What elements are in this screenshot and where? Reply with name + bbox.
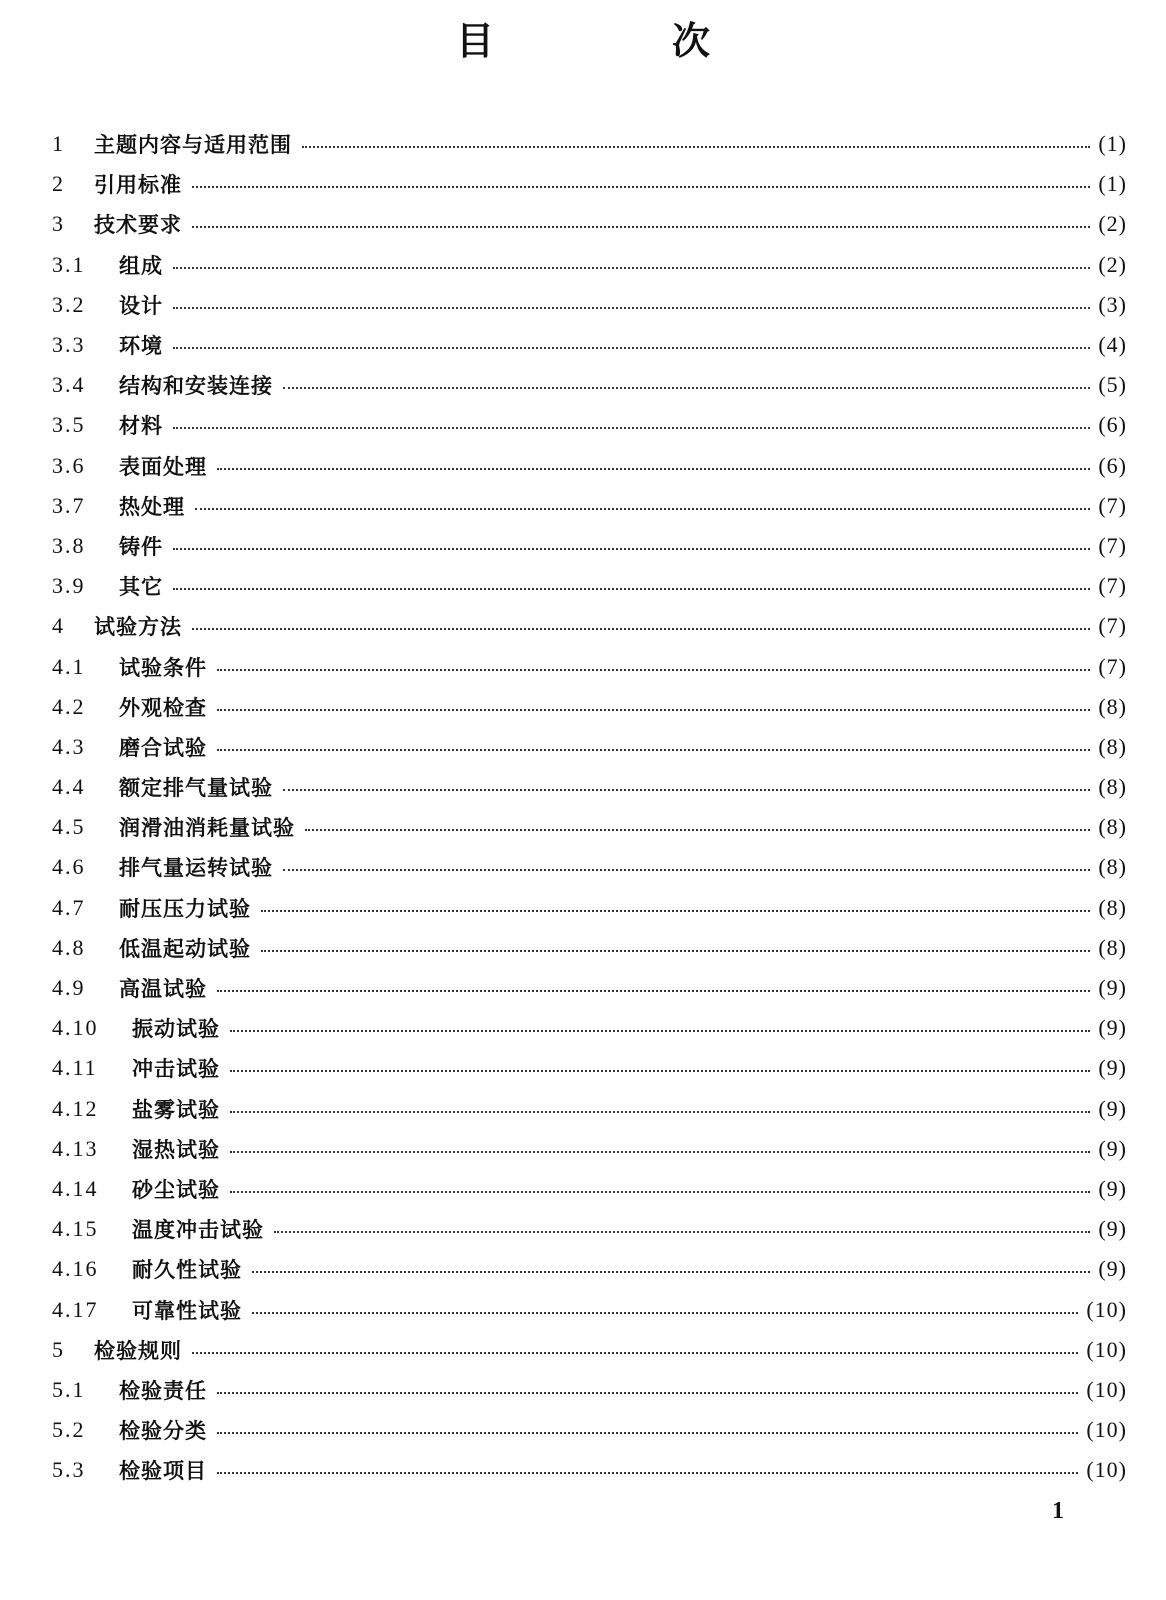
page-title: 目 次	[455, 19, 780, 63]
dot-leader	[217, 1392, 1078, 1394]
toc-entry-title: 技术要求	[94, 213, 182, 238]
toc-entry-number: 3.1	[52, 251, 86, 277]
toc-entry	[52, 1249, 1127, 1289]
toc-entry-title: 检验分类	[119, 1419, 207, 1444]
dot-leader	[283, 387, 1090, 389]
toc-entry-number: 4.7	[52, 894, 86, 920]
toc-entry	[52, 446, 1127, 486]
toc-entry	[52, 204, 1127, 244]
dot-leader	[217, 749, 1090, 751]
toc-entry	[52, 486, 1127, 526]
toc-entry-number: 4.11	[52, 1055, 98, 1081]
toc-entry	[52, 365, 1127, 405]
toc-entry-title: 检验规则	[94, 1338, 182, 1363]
toc-entry-title: 盐雾试验	[132, 1097, 220, 1122]
toc-entry-number: 3.3	[52, 332, 86, 358]
toc-entry	[52, 646, 1127, 686]
toc-entry-page: (10)	[1086, 1336, 1127, 1362]
toc-entry	[52, 727, 1127, 767]
toc-entry-page: (9)	[1098, 1175, 1127, 1201]
toc-entry	[52, 606, 1127, 646]
toc-entry-title: 外观检查	[119, 695, 207, 720]
toc-entry-number: 4.17	[52, 1296, 99, 1322]
dot-leader	[173, 548, 1090, 550]
toc-entry-number: 4.5	[52, 814, 86, 840]
toc-entry	[52, 687, 1127, 727]
toc-entry-page: (10)	[1086, 1417, 1127, 1443]
toc-entry-title: 耐压压力试验	[119, 896, 251, 921]
toc-entry-page: (4)	[1098, 332, 1127, 358]
toc-entry-number: 3.8	[52, 532, 86, 558]
toc-entry-number: 4	[52, 613, 65, 639]
toc-entry-page: (8)	[1098, 774, 1127, 800]
toc-entry-number: 4.3	[52, 733, 86, 759]
toc-entry-number: 4.8	[52, 934, 86, 960]
toc-entry-page: (9)	[1098, 1015, 1127, 1041]
toc-entry-number: 4.4	[52, 774, 86, 800]
dot-leader	[217, 990, 1090, 992]
dot-leader	[192, 1352, 1078, 1354]
toc-entry	[52, 1169, 1127, 1209]
toc-entry-page: (5)	[1098, 372, 1127, 398]
toc-entry	[52, 405, 1127, 445]
toc-entry-number: 3.6	[52, 452, 86, 478]
toc-entry-page: (8)	[1098, 814, 1127, 840]
toc-entry	[52, 1289, 1127, 1329]
toc-entry-title: 铸件	[119, 534, 163, 559]
toc-entry-number: 4.1	[52, 653, 86, 679]
toc-entry-page: (9)	[1098, 975, 1127, 1001]
toc-entry-title: 表面处理	[119, 454, 207, 479]
toc-entry-title: 高温试验	[119, 977, 207, 1002]
dot-leader	[217, 709, 1090, 711]
toc-entry-page: (8)	[1098, 693, 1127, 719]
dot-leader	[217, 1472, 1078, 1474]
dot-leader	[195, 508, 1090, 510]
toc-entry-page: (9)	[1098, 1216, 1127, 1242]
dot-leader	[283, 869, 1090, 871]
toc-entry-title: 环境	[119, 334, 163, 359]
toc-entry-page: (6)	[1098, 412, 1127, 438]
toc-entry-number: 2	[52, 171, 65, 197]
toc-entry-title: 额定排气量试验	[119, 776, 273, 801]
dot-leader	[274, 1231, 1090, 1233]
dot-leader	[230, 1030, 1090, 1032]
toc-entry-number: 4.10	[52, 1015, 99, 1041]
toc-entry-title: 试验方法	[94, 615, 182, 640]
toc-entry-page: (3)	[1098, 291, 1127, 317]
toc-entry-title: 结构和安装连接	[119, 374, 273, 399]
dot-leader	[173, 347, 1090, 349]
dot-leader	[252, 1271, 1090, 1273]
toc-entry-title: 材料	[119, 414, 163, 439]
dot-leader	[230, 1111, 1090, 1113]
toc-entry-number: 3.5	[52, 412, 86, 438]
toc-entry-number: 5.2	[52, 1417, 86, 1443]
toc-entry-title: 砂尘试验	[132, 1177, 220, 1202]
dot-leader	[283, 789, 1090, 791]
toc-entry	[52, 888, 1127, 928]
dot-leader	[261, 950, 1090, 952]
toc-entry	[52, 1008, 1127, 1048]
toc-entry-page: (7)	[1098, 492, 1127, 518]
toc-entry	[52, 1330, 1127, 1370]
dot-leader	[305, 829, 1090, 831]
dot-leader	[217, 468, 1090, 470]
page-number: 1	[1052, 1498, 1064, 1524]
toc-entry-title: 检验项目	[119, 1459, 207, 1484]
toc-entry-title: 试验条件	[119, 655, 207, 680]
toc-entry-page: (10)	[1086, 1457, 1127, 1483]
toc-entry-title: 可靠性试验	[132, 1298, 242, 1323]
toc-entry-number: 5.3	[52, 1457, 86, 1483]
dot-leader	[252, 1312, 1078, 1314]
toc-entry-title: 耐久性试验	[132, 1258, 242, 1283]
toc-entry-title: 检验责任	[119, 1378, 207, 1403]
toc-entry-number: 3.4	[52, 372, 86, 398]
toc-entry-page: (2)	[1098, 211, 1127, 237]
toc-entry-page: (1)	[1098, 171, 1127, 197]
toc-entry	[52, 1089, 1127, 1129]
toc-entry	[52, 1450, 1127, 1490]
toc-entry	[52, 526, 1127, 566]
toc-entry	[52, 807, 1127, 847]
toc-entry-page: (9)	[1098, 1055, 1127, 1081]
dot-leader	[230, 1070, 1090, 1072]
toc-entry-page: (9)	[1098, 1095, 1127, 1121]
dot-leader	[192, 628, 1090, 630]
toc-entry	[52, 164, 1127, 204]
toc-entry	[52, 566, 1127, 606]
dot-leader	[173, 427, 1090, 429]
dot-leader	[230, 1191, 1090, 1193]
dot-leader	[173, 307, 1090, 309]
toc-entry-page: (10)	[1086, 1376, 1127, 1402]
toc-entry-number: 4.14	[52, 1175, 99, 1201]
toc-entry-title: 磨合试验	[119, 735, 207, 760]
toc-entry-number: 4.2	[52, 693, 86, 719]
toc-entry-title: 引用标准	[94, 173, 182, 198]
toc-entry-number: 1	[52, 131, 65, 157]
toc-entry-page: (2)	[1098, 251, 1127, 277]
toc-entry-page: (8)	[1098, 934, 1127, 960]
toc-entry	[52, 1048, 1127, 1088]
toc-entry-page: (7)	[1098, 532, 1127, 558]
toc-entry-title: 设计	[119, 293, 163, 318]
toc-entry	[52, 767, 1127, 807]
toc-entry	[52, 1370, 1127, 1410]
dot-leader	[192, 186, 1090, 188]
toc-entry	[52, 847, 1127, 887]
toc-entry	[52, 928, 1127, 968]
toc-entry-page: (1)	[1098, 131, 1127, 157]
toc-entry-page: (6)	[1098, 452, 1127, 478]
toc-entry	[52, 1209, 1127, 1249]
toc-entry-number: 4.16	[52, 1256, 99, 1282]
toc-entry-title: 组成	[119, 253, 163, 278]
toc-entry-number: 3.2	[52, 291, 86, 317]
dot-leader	[192, 226, 1090, 228]
dot-leader	[261, 910, 1090, 912]
toc-entry-title: 振动试验	[132, 1017, 220, 1042]
dot-leader	[173, 267, 1090, 269]
toc-entry-number: 3.9	[52, 573, 86, 599]
toc-entry-title: 主题内容与适用范围	[94, 133, 292, 158]
toc-entry-title: 低温起动试验	[119, 936, 251, 961]
toc-entry-page: (10)	[1086, 1296, 1127, 1322]
toc-entry-number: 3	[52, 211, 65, 237]
toc-entry-page: (8)	[1098, 894, 1127, 920]
toc-entry-title: 排气量运转试验	[119, 856, 273, 881]
toc-entry-title: 其它	[119, 575, 163, 600]
toc-entry-page: (7)	[1098, 573, 1127, 599]
toc-entry-page: (9)	[1098, 1135, 1127, 1161]
toc-entry-number: 4.9	[52, 975, 86, 1001]
dot-leader	[302, 146, 1090, 148]
toc-entry-number: 3.7	[52, 492, 86, 518]
toc-entry-page: (7)	[1098, 613, 1127, 639]
toc-entry	[52, 325, 1127, 365]
toc-entry	[52, 1410, 1127, 1450]
toc-entry-number: 4.13	[52, 1135, 99, 1161]
toc-entry-number: 4.6	[52, 854, 86, 880]
toc-entry	[52, 1129, 1127, 1169]
toc-entry-page: (8)	[1098, 733, 1127, 759]
toc-entry-number: 5.1	[52, 1376, 86, 1402]
toc-entry-title: 冲击试验	[132, 1057, 220, 1082]
toc-entry-title: 温度冲击试验	[132, 1218, 264, 1243]
toc-entry	[52, 285, 1127, 325]
toc-entry-number: 4.15	[52, 1216, 99, 1242]
toc-entry	[52, 245, 1127, 285]
dot-leader	[173, 588, 1090, 590]
toc-entry-title: 湿热试验	[132, 1137, 220, 1162]
dot-leader	[217, 1432, 1078, 1434]
toc-entry-page: (8)	[1098, 854, 1127, 880]
toc-entry-number: 5	[52, 1336, 65, 1362]
dot-leader	[230, 1151, 1090, 1153]
toc-entry	[52, 968, 1127, 1008]
dot-leader	[217, 669, 1090, 671]
toc-entry	[52, 124, 1127, 164]
toc-entry-number: 4.12	[52, 1095, 99, 1121]
toc-entry-page: (7)	[1098, 653, 1127, 679]
table-of-contents	[52, 124, 1127, 1490]
toc-entry-title: 热处理	[119, 494, 185, 519]
toc-entry-page: (9)	[1098, 1256, 1127, 1282]
toc-entry-title: 润滑油消耗量试验	[119, 816, 295, 841]
